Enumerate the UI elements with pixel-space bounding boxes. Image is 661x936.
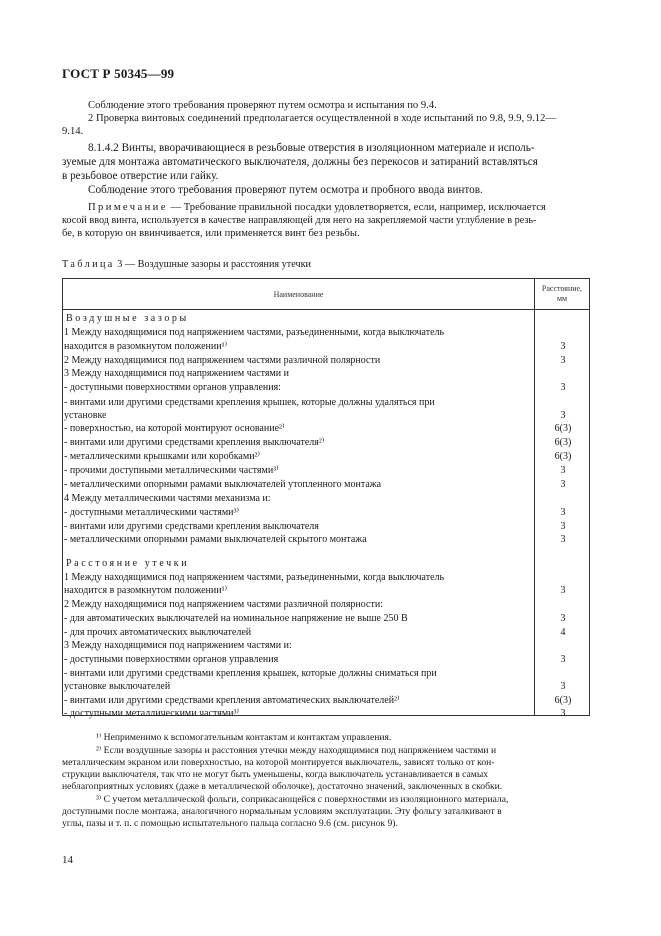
- table-row-label: - винтами или другими средствами крепления крышек, которые должны удаляться при: [64, 397, 435, 408]
- section-8142-line-4: Соблюдение этого требования проверяют путем осмотра и пробного ввода винтов.: [88, 184, 483, 196]
- table-row-value: 3: [560, 654, 566, 665]
- footnote-2-line-4: неблагоприятных условиях (даже в металлической оболочке), достаточно значений, заключенных в скобки.: [62, 781, 503, 792]
- table-row-value: 6(3): [554, 451, 572, 462]
- table-section-heading: Воздушные зазоры: [66, 313, 189, 324]
- table-row-label: 2 Между находящимися под напряжением частями различной полярности: [64, 355, 381, 366]
- table-row-label: находится в разомкнутом положении¹⁾: [64, 585, 228, 596]
- table-caption-text: 3 — Воздушные зазоры и расстояния утечки: [114, 259, 311, 270]
- note-text: — Требование правильной посадки удовлетворяется, если, например, исключается: [167, 202, 546, 213]
- table-row-label: 3 Между находящимися под напряжением частями и:: [64, 640, 292, 651]
- table-row-value: 6(3): [554, 437, 572, 448]
- intro-paragraph-2-line-1: 2 Проверка винтовых соединений предполагается осуществленной в ходе испытаний по 9.8, 9.9, 9.12—: [88, 113, 556, 124]
- table-row-label: - доступными металлическими частями³⁾: [64, 507, 239, 518]
- note-line-1: [88, 201, 546, 214]
- table-row-value: 3: [560, 613, 566, 624]
- table-row-label: - винтами или другими средствами крепления автоматических выключателей²⁾: [64, 695, 400, 706]
- table-row-label: - для автоматических выключателей на номинальное напряжение не выше 250 В: [64, 613, 408, 624]
- table-row-value: 3: [560, 708, 566, 719]
- table-row-value: 3: [560, 465, 566, 476]
- table-row-value: 3: [560, 479, 566, 490]
- table-row-value: 3: [560, 341, 566, 352]
- table-header-distance-line-1: Расстояние,: [541, 284, 583, 293]
- table-row-value: 3: [560, 585, 566, 596]
- table-section-heading: Расстояние утечки: [66, 558, 190, 569]
- table-row-value: 6(3): [554, 423, 572, 434]
- table-header-distance-line-2: мм: [556, 294, 568, 303]
- footnote-2-line-3: струкции выключателя, так что не могут быть уменьшены, когда выключатель устанавливается в самых: [62, 769, 489, 780]
- table-row-label: - для прочих автоматических выключателей: [64, 627, 252, 638]
- page-number: 14: [62, 854, 73, 866]
- table-row-label: - доступными поверхностями органов управления:: [64, 382, 281, 393]
- table-row-label: - металлическими опорными рамами выключателей утопленного монтажа: [64, 479, 382, 490]
- table-row-label: установке выключателей: [64, 681, 171, 692]
- table-row-value: 3: [560, 534, 566, 545]
- section-8142-line-3: в резьбовое отверстие или гайку.: [62, 170, 219, 182]
- table-row-value: 3: [560, 410, 566, 421]
- note-line-3: бе, в которую он ввинчивается, или применяется винт без резьбы.: [62, 228, 360, 239]
- document-header: ГОСТ Р 50345—99: [62, 66, 175, 81]
- table-row-label: - доступными металлическими частями³⁾: [64, 708, 239, 719]
- footnote-2-line-1: ²⁾ Если воздушные зазоры и расстояния утечки между находящимися под напряжением частями и: [96, 745, 497, 756]
- table-row-value: 3: [560, 355, 566, 366]
- table-row-value: 3: [560, 521, 566, 532]
- table-header-name: Наименование: [63, 279, 535, 310]
- note-label: Примечание: [88, 202, 168, 213]
- table-row-label: - прочими доступными металлическими частями³⁾: [64, 465, 279, 476]
- table-row-value: 3: [560, 507, 566, 518]
- table-row-value: 4: [560, 627, 566, 638]
- intro-paragraph-2-line-2: 9.14.: [62, 126, 84, 137]
- intro-paragraph-1: Соблюдение этого требования проверяют путем осмотра и испытания по 9.4.: [88, 100, 437, 111]
- table-row-label: - поверхностью, на которой монтируют основание²⁾: [64, 423, 285, 434]
- table-row-label: - металлическими крышками или коробками²⁾: [64, 451, 261, 462]
- table-row-label: 1 Между находящимися под напряжением частями, разъединенными, когда выключатель: [64, 572, 445, 583]
- table-row-label: 4 Между металлическими частями механизма и:: [64, 493, 271, 504]
- section-8142-line-2: зуемые для монтажа автоматического выключателя, должны без перекосов и затираний вставляться: [62, 156, 538, 168]
- table-row-label: 2 Между находящимися под напряжением частями различной полярности:: [64, 599, 383, 610]
- table-row-label: 1 Между находящимися под напряжением частями, разъединенными, когда выключатель: [64, 327, 445, 338]
- footnote-3-line-3: углы, пазы и т. п. с помощью испытательного пальца согласно 9.6 (см. рисунок 9).: [62, 818, 398, 829]
- table-row-label: - доступными поверхностями органов управления: [64, 654, 279, 665]
- table-row-value: 6(3): [554, 695, 572, 706]
- table-row-value: 3: [560, 681, 566, 692]
- table-row-label: находится в разомкнутом положении¹⁾: [64, 341, 228, 352]
- table-row-label: установке: [64, 410, 107, 421]
- table-row-label: - металлическими опорными рамами выключателей скрытого монтажа: [64, 534, 367, 545]
- footnote-1: ¹⁾ Неприменимо к вспомогательным контактам и контактам управления.: [96, 732, 392, 743]
- footnote-3-line-1: ³⁾ С учетом металлической фольги, соприкасающейся с поверхностями из изоляционного материала,: [96, 794, 509, 805]
- note-line-2: косой ввод винта, используется в качестве направляющей для него на закрепляемой части углубление в резь-: [62, 215, 537, 226]
- footnote-3-line-2: доступными после монтажа, аналогичного нормальным условиям эксплуатации. Эту фольгу заталкивают в: [62, 806, 502, 817]
- footnote-2-line-2: металлическим экраном или поверхностью, на которой монтируется выключатель, зависят только от кон-: [62, 757, 495, 768]
- table-header-distance: [535, 279, 590, 310]
- table-row-value: 3: [560, 382, 566, 393]
- table-row-label: - винтами или другими средствами крепления выключателя²⁾: [64, 437, 325, 448]
- table-caption: [62, 259, 311, 270]
- table-row-label: - винтами или другими средствами крепления выключателя: [64, 521, 319, 532]
- table-row-label: - винтами или другими средствами крепления крышек, которые должны сниматься при: [64, 668, 437, 679]
- section-8142-line-1: 8.1.4.2 Винты, вворачивающиеся в резьбовые отверстия в изоляционном материале и исполь-: [88, 142, 535, 154]
- table-caption-label: Таблица: [62, 259, 115, 270]
- table-row-label: 3 Между находящимися под напряжением частями и: [64, 368, 289, 379]
